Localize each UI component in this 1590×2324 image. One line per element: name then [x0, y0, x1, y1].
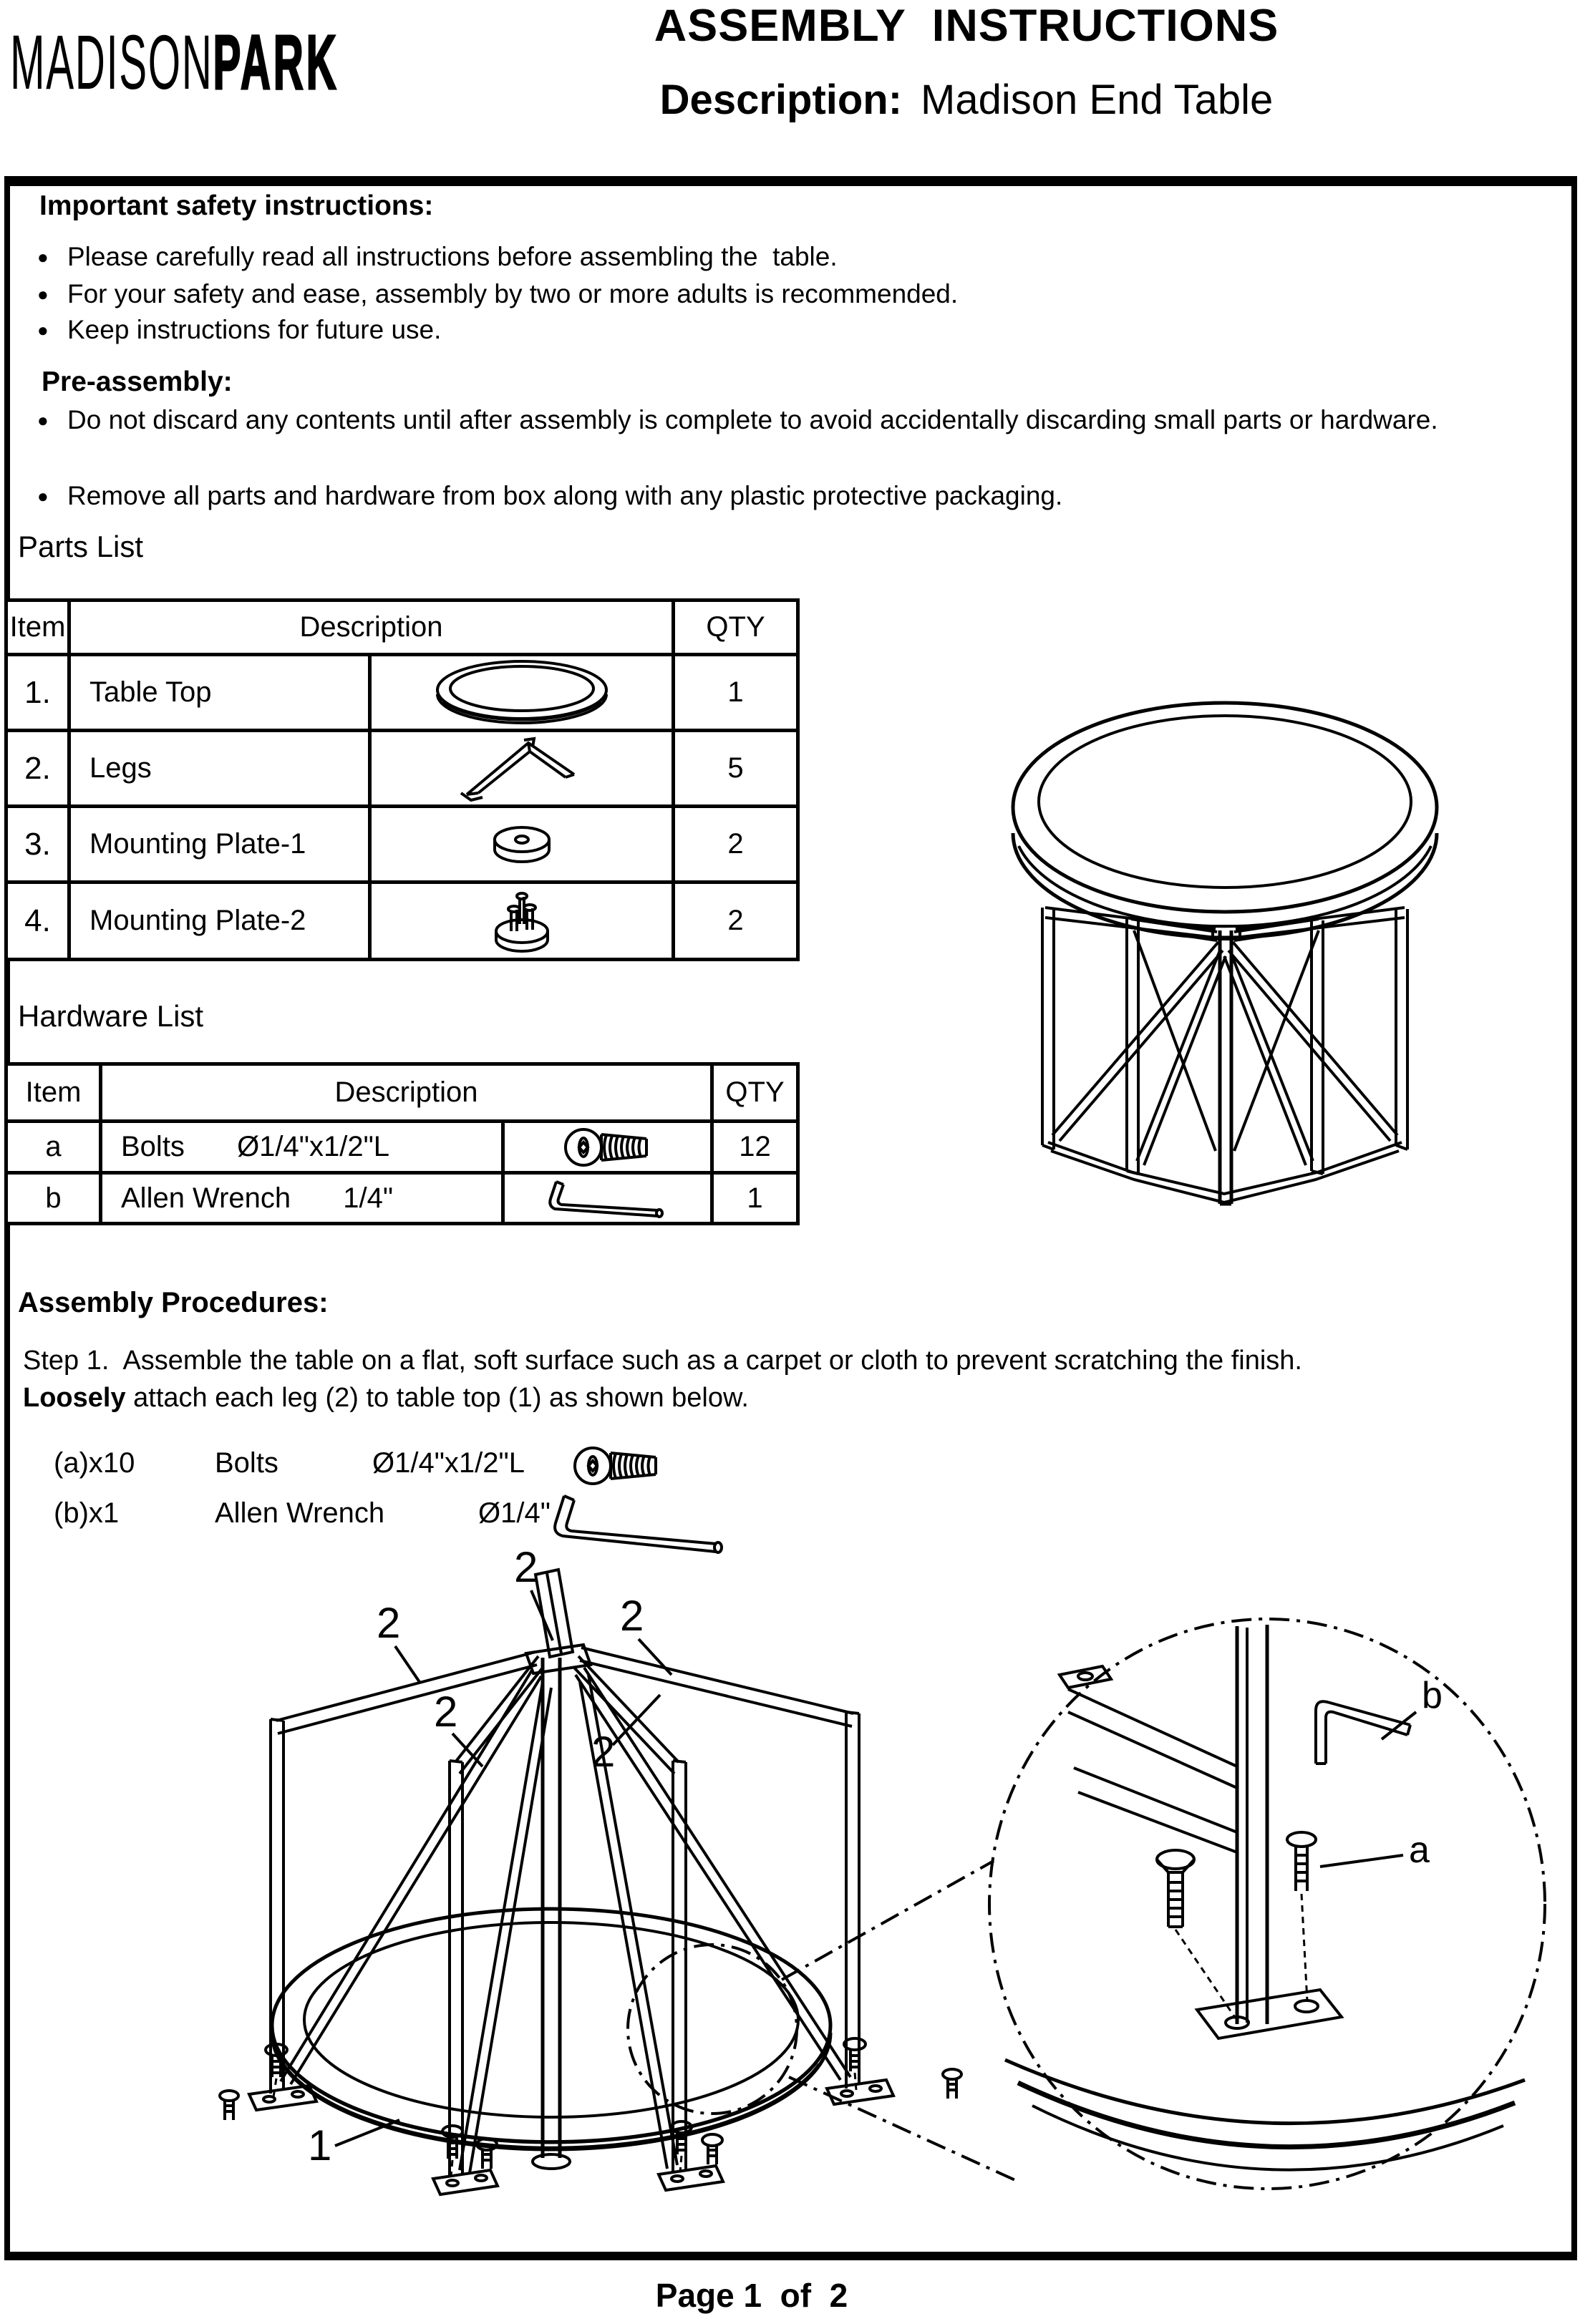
part-item-number: 1.	[6, 655, 69, 731]
parts-header-description: Description	[69, 601, 674, 655]
table-top-label: 1	[308, 2121, 332, 2169]
part-description: Table Top	[69, 655, 370, 731]
hardware-item-letter: a	[6, 1122, 101, 1173]
parts-table	[4, 598, 800, 961]
bullet-dot-icon: ●	[37, 283, 49, 305]
bullet-dot-icon: ●	[37, 319, 49, 341]
bullet-dot-icon: ●	[37, 246, 49, 268]
leg-label: 2	[377, 1599, 401, 1647]
bullet-dot-icon: ●	[37, 485, 49, 507]
table-row	[6, 1173, 798, 1224]
parts-list-title: Parts List	[18, 530, 144, 563]
part-qty: 1	[674, 655, 798, 731]
leg-label: 2	[591, 1728, 616, 1776]
description-label: Description:	[659, 77, 903, 123]
description-value: Madison End Table	[921, 77, 1274, 123]
table-top-icon	[425, 657, 619, 729]
callout-name: Allen Wrench	[215, 1497, 385, 1529]
logo-madison: MADISON	[10, 19, 213, 105]
pre-assembly-bullet: ● Do not discard any contents until after assembly is complete to avoid accidentally discarding small parts or hardware.	[37, 402, 1512, 438]
part-item-number: 4.	[6, 883, 69, 960]
part-qty: 2	[674, 807, 798, 883]
assembly-heading: Assembly Procedures:	[18, 1287, 329, 1318]
safety-bullet: ● Please carefully read all instructions before assembling the table.	[37, 239, 1526, 275]
hardware-table	[4, 1062, 800, 1225]
leg-label: 2	[620, 1592, 644, 1640]
table-row	[6, 807, 798, 883]
part-description: Legs	[69, 731, 370, 807]
parts-header-qty: QTY	[674, 601, 798, 655]
callout-name: Bolts	[215, 1447, 278, 1479]
table-row	[6, 883, 798, 960]
mounting-plate-2-icon	[483, 888, 561, 954]
table-row	[6, 731, 798, 807]
bolt-icon	[563, 1124, 652, 1170]
callout-size: Ø1/4"	[478, 1497, 551, 1529]
hardware-header-qty: QTY	[712, 1064, 798, 1122]
hardware-qty: 1	[712, 1173, 798, 1224]
parts-header-item: Item	[6, 601, 69, 655]
assembled-end-table-illustration	[1001, 693, 1449, 1212]
hardware-size: 1/4"	[343, 1182, 394, 1214]
callout-ref: (b)x1	[54, 1497, 120, 1529]
hardware-list-title: Hardware List	[18, 999, 204, 1033]
pre-assembly-bullet: ● Remove all parts and hardware from box along with any plastic protective packaging.	[37, 478, 1512, 514]
step1-bold-word: Loosely	[23, 1383, 126, 1413]
part-qty: 5	[674, 731, 798, 807]
step1-text-2: Loosely attach each leg (2) to table top (1) as shown below.	[23, 1383, 749, 1413]
leg-label: 2	[514, 1543, 538, 1591]
hardware-qty: 12	[712, 1122, 798, 1173]
table-row	[6, 1122, 798, 1173]
part-item-number: 2.	[6, 731, 69, 807]
mounting-plate-1-icon	[486, 820, 558, 870]
step1-text: Step 1. Assemble the table on a flat, soft surface such as a carpet or cloth to prevent scratching the finish.	[23, 1346, 1302, 1376]
hardware-item-letter: b	[6, 1173, 101, 1224]
leg-label: 2	[434, 1688, 458, 1736]
hardware-header-description: Description	[101, 1064, 712, 1122]
callout-ref: (a)x10	[54, 1447, 135, 1479]
safety-heading: Important safety instructions:	[39, 190, 434, 221]
allen-wrench-label: b	[1422, 1675, 1443, 1716]
hardware-name: Allen Wrench	[121, 1182, 291, 1214]
hardware-header-item: Item	[6, 1064, 101, 1122]
step1-assembly-diagram	[129, 1460, 1589, 2250]
hardware-size: Ø1/4"x1/2"L	[237, 1131, 390, 1162]
allen-wrench-icon	[543, 1175, 672, 1222]
page-title: ASSEMBLY INSTRUCTIONS	[654, 1, 1279, 51]
bullet-dot-icon: ●	[37, 409, 49, 431]
pre-assembly-heading: Pre-assembly:	[42, 366, 233, 397]
part-description: Mounting Plate-1	[69, 807, 370, 883]
description-line	[566, 76, 1367, 124]
table-row	[6, 655, 798, 731]
logo-park: PARK	[213, 19, 339, 105]
safety-bullet: ● For your safety and ease, assembly by two or more adults is recommended.	[37, 276, 1526, 312]
part-qty: 2	[674, 883, 798, 960]
safety-bullet: ● Keep instructions for future use.	[37, 312, 1526, 348]
part-item-number: 3.	[6, 807, 69, 883]
page-number: Page 1 of 2	[655, 2277, 848, 2314]
brand-logo	[10, 17, 339, 107]
part-description: Mounting Plate-2	[69, 883, 370, 960]
leg-icon	[454, 733, 590, 804]
bolt-label: a	[1409, 1829, 1430, 1871]
hardware-name: Bolts	[121, 1131, 185, 1162]
callout-size: Ø1/4"x1/2"L	[372, 1447, 525, 1479]
